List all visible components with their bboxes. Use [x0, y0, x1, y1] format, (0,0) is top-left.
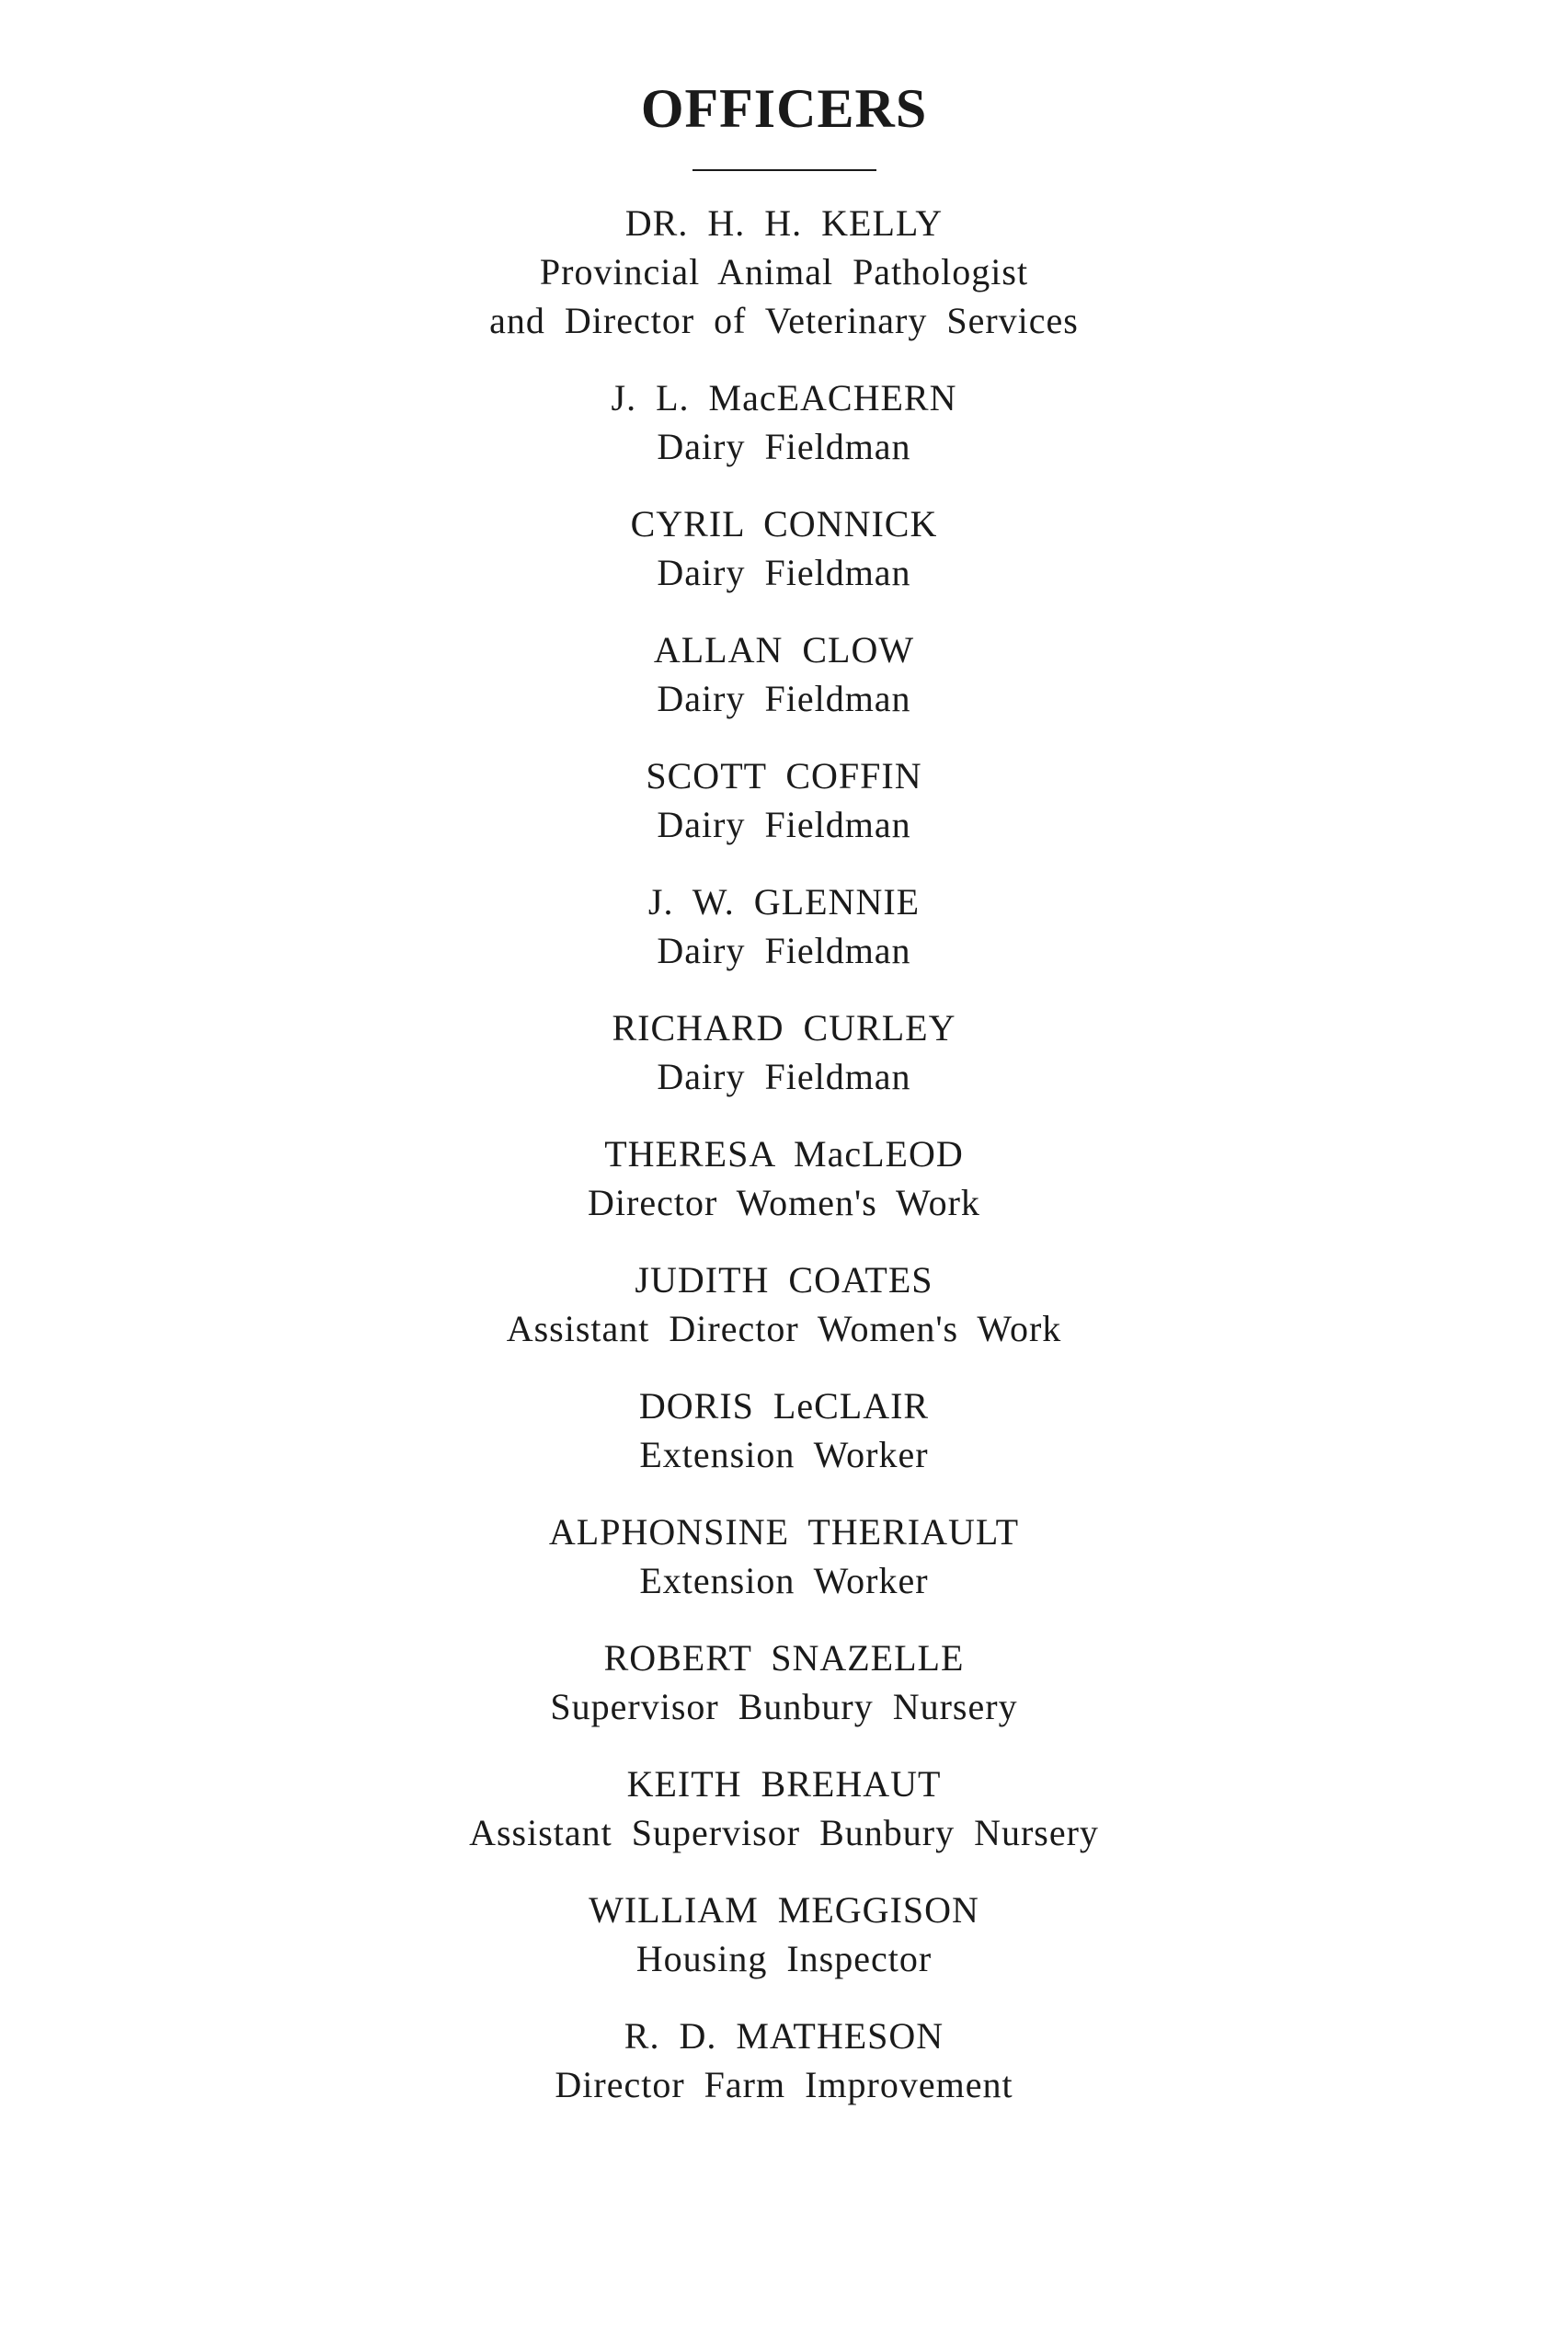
officer-role: Dairy Fieldman	[657, 678, 911, 719]
officer-entry	[507, 1255, 1062, 1353]
officer-role: Dairy Fieldman	[657, 804, 911, 845]
officer-name: J. W. GLENNIE	[647, 881, 921, 923]
officer-entry	[639, 1381, 929, 1479]
officer-name: DR. H. H. KELLY	[624, 202, 944, 244]
officer-entry	[555, 2012, 1013, 2109]
officer-entry	[654, 625, 914, 723]
officer-name: CYRIL CONNICK	[630, 503, 938, 545]
officer-role: Housing Inspector	[635, 1938, 933, 1979]
officer-name: J. L. MacEACHERN	[611, 377, 957, 418]
officer-role: Supervisor Bunbury Nursery	[550, 1686, 1018, 1727]
officer-role: Director Women's Work	[588, 1182, 980, 1223]
officer-name: THERESA MacLEOD	[604, 1133, 964, 1175]
officer-name: SCOTT COFFIN	[646, 755, 922, 797]
officer-role: Dairy Fieldman	[657, 552, 911, 593]
officer-entry	[489, 199, 1079, 345]
officer-name: R. D. MATHESON	[624, 2015, 944, 2057]
officer-entry	[612, 373, 957, 471]
officer-name: WILLIAM MEGGISON	[589, 1889, 979, 1931]
officer-name: ALPHONSINE THERIAULT	[548, 1511, 1020, 1553]
officers-list	[469, 199, 1099, 2138]
officer-entry	[588, 1129, 980, 1227]
officer-entry	[469, 1760, 1099, 1857]
officer-role: Dairy Fieldman	[657, 426, 911, 467]
officer-entry	[631, 499, 938, 597]
officer-name: RICHARD CURLEY	[612, 1007, 956, 1049]
officer-role: Provincial Animal Pathologist	[539, 251, 1029, 292]
officer-name: DORIS LeCLAIR	[638, 1385, 930, 1427]
officer-role: Assistant Supervisor Bunbury Nursery	[469, 1812, 1099, 1853]
officer-role: Dairy Fieldman	[657, 930, 911, 971]
officer-role: Extension Worker	[639, 1434, 929, 1475]
officer-name: ROBERT SNAZELLE	[603, 1637, 965, 1679]
title-underline	[692, 169, 876, 171]
officer-role: and Director of Veterinary Services	[489, 300, 1079, 341]
officer-role: Director Farm Improvement	[555, 2064, 1013, 2105]
officer-role: Assistant Director Women's Work	[506, 1308, 1062, 1349]
officer-entry	[646, 751, 921, 849]
page-title: OFFICERS	[640, 78, 928, 139]
officer-name: ALLAN CLOW	[653, 629, 915, 671]
officer-name: KEITH BREHAUT	[626, 1763, 942, 1805]
officer-entry	[612, 1003, 956, 1101]
officer-role: Dairy Fieldman	[657, 1056, 911, 1097]
officer-entry	[589, 1886, 979, 1983]
officer-entry	[549, 1507, 1019, 1605]
officer-entry	[648, 877, 920, 975]
officer-name: JUDITH COATES	[635, 1259, 933, 1301]
officer-entry	[550, 1634, 1017, 1731]
officer-role: Extension Worker	[639, 1560, 929, 1601]
